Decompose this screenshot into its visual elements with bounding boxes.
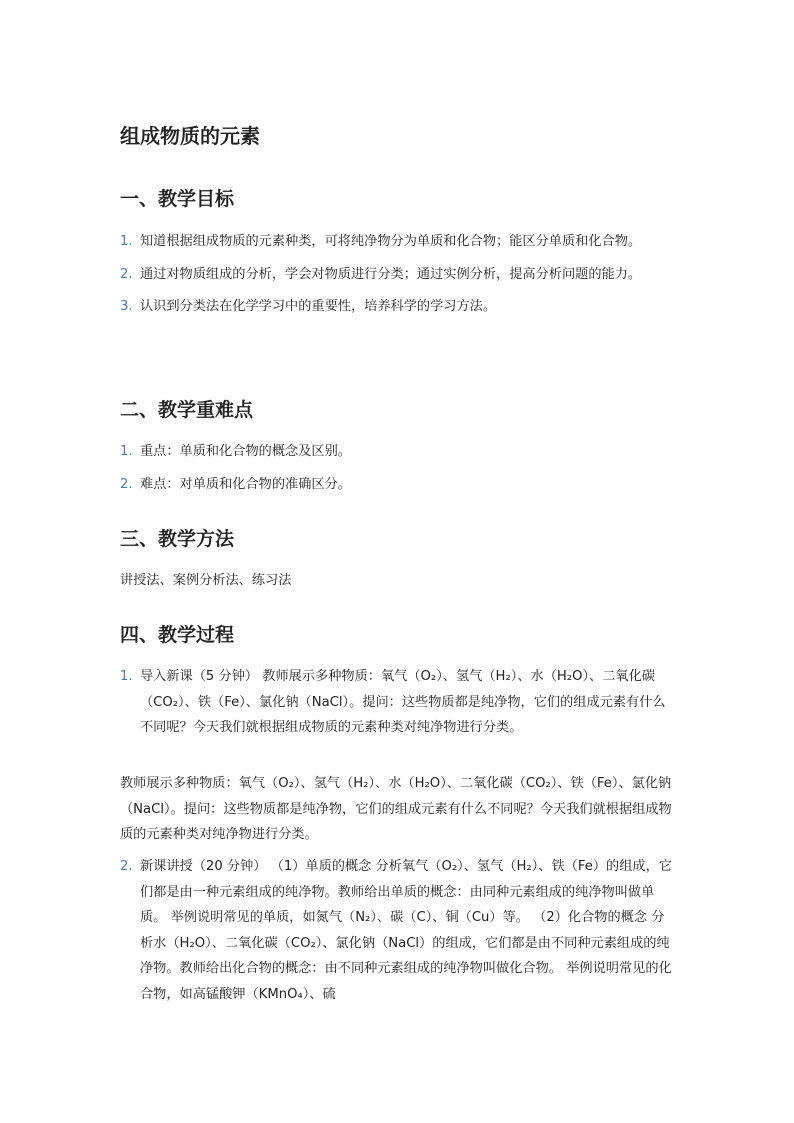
document-title: 组成物质的元素: [120, 124, 260, 148]
list-number: 2.: [120, 266, 133, 282]
section-heading-objectives: 一、教学目标: [120, 188, 235, 210]
list-number: 3.: [120, 299, 133, 314]
objectives-list: [120, 229, 676, 327]
list-item: [120, 664, 676, 741]
list-item-text: 难点：对单质和化合物的准确区分。: [140, 476, 351, 492]
intro-paragraph: 教师展示多种物质：氧气（O₂）、氢气（H₂）、水（H₂O）、二氧化碳（CO₂）、铁（Fe）、氯化钠（NaCl）。提问：这些物质都是纯净物，它们的组成元素有什么不同呢？今天我们就根据组成物质的元素种类对纯净物进行分类。: [120, 776, 672, 842]
list-number: 1.: [120, 234, 133, 249]
process-list: [120, 664, 676, 748]
list-item: [120, 854, 676, 1007]
key-points-list: [120, 439, 676, 504]
list-item-text: 新课讲授（20 分钟） （1）单质的概念 分析氧气（O₂）、氢气（H₂）、铁（Fe）的组成，它们都是由一种元素组成的纯净物。教师给出单质的概念：由同种元素组成的纯净物叫做单质。 举例说明常见的单质，如氮气（N₂）、碳（C）、铜（Cu）等。 （2）化合物的概念 分析水（H₂O）、二氧化碳（CO₂）、氯化钠（NaCl）的组成，它们都是由不同种元素组成的纯净物。教师给出化合物的概念：由不同种元素组成的纯净物叫做化合物。 举例说明常见的化合物，如高锰酸钾（KMnO₄）、硫: [140, 859, 672, 1002]
list-item: [120, 229, 676, 255]
list-number: 2.: [120, 476, 133, 492]
list-item-text: 通过对物质组成的分析，学会对物质进行分类；通过实例分析，提高分析问题的能力。: [140, 266, 642, 282]
list-item-text: 重点：单质和化合物的概念及区别。: [140, 444, 351, 459]
section-heading-key-points: 二、教学重难点: [120, 399, 254, 421]
list-number: 1.: [120, 669, 133, 684]
list-item-text: 认识到分类法在化学学习中的重要性，培养科学的学习方法。: [140, 299, 497, 314]
list-item-text: 导入新课（5 分钟） 教师展示多种物质：氧气（O₂）、氢气（H₂）、水（H₂O）、二氧化碳（CO₂）、铁（Fe）、氯化钠（NaCl）。提问：这些物质都是纯净物，它们的组成元素有什么不同呢？今天我们就根据组成物质的元素种类对纯净物进行分类。: [140, 669, 666, 735]
list-number: 1.: [120, 444, 133, 459]
list-item: [120, 262, 676, 288]
list-item: [120, 294, 676, 320]
list-number: 2.: [120, 859, 133, 874]
section-heading-process: 四、教学过程: [120, 624, 235, 646]
list-item: [120, 472, 676, 498]
process-list-continued: [120, 854, 676, 1014]
list-item-text: 知道根据组成物质的元素种类，可将纯净物分为单质和化合物；能区分单质和化合物。: [140, 234, 642, 249]
list-item: [120, 439, 676, 465]
methods-paragraph: 讲授法、案例分析法、练习法: [120, 573, 292, 588]
section-heading-methods: 三、教学方法: [120, 528, 235, 550]
